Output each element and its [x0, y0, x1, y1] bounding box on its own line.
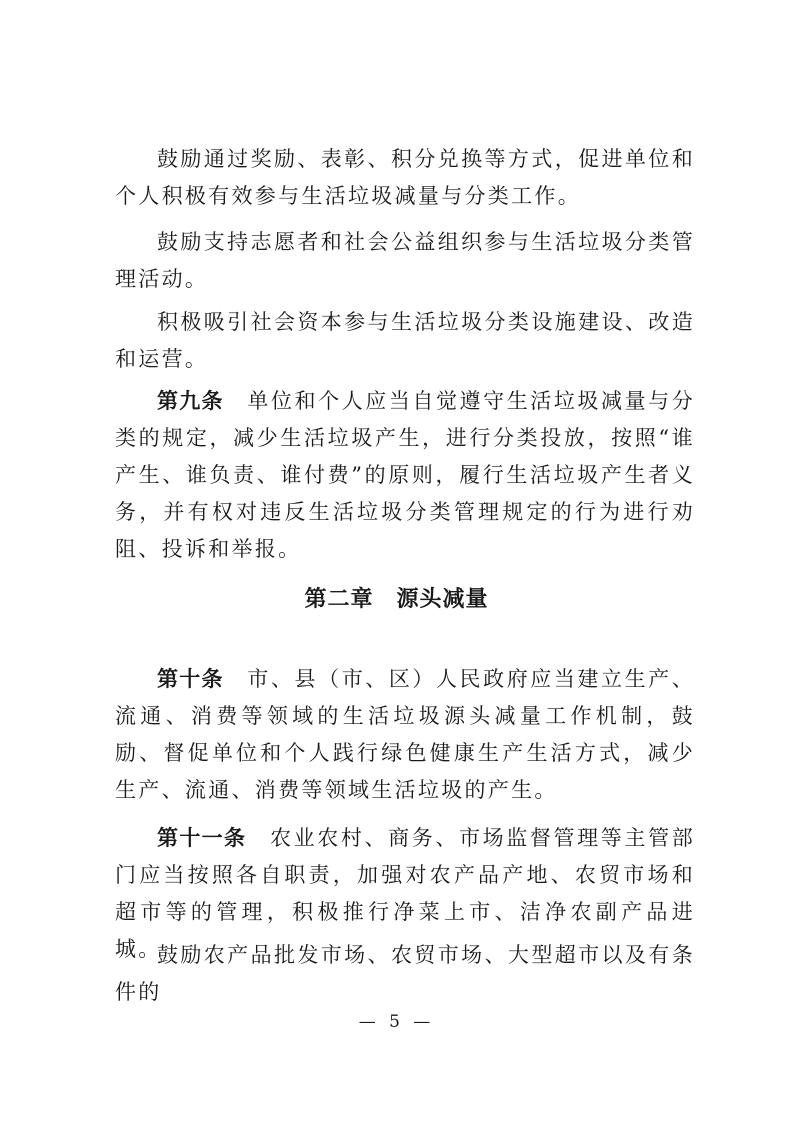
paragraph-text: 鼓励通过奖励、表彰、积分兑换等方式，促进单位和个人积极有效参与生活垃圾减量与分类工作。 [115, 147, 695, 208]
article-ten [115, 661, 695, 809]
article-lead: 第十条 [157, 667, 224, 691]
chapter-title: 第二章 源头减量 [304, 587, 489, 612]
paragraph-text: 农业农村、商务、市场监督管理等主管部门应当按照各自职责，加强对农产品产地、农贸市场和超市等的管理，积极推行净菜上市、洁净农副产品进城。 [115, 826, 695, 961]
article-lead: 第九条 [157, 389, 224, 413]
paragraph-text: 鼓励支持志愿者和社会公益组织参与生活垃圾分类管理活动。 [115, 230, 695, 291]
page-number: — 5 — [358, 1012, 435, 1032]
paragraph-text: 市、县（市、区）人民政府应当建立生产、流通、消费等领域的生活垃圾源头减量工作机制，鼓励、督促单位和个人践行绿色健康生产生活方式，减少生产、流通、消费等领域生活垃圾的产生。 [115, 667, 696, 802]
paragraph-text: 鼓励农产品批发市场、农贸市场、大型超市以及有条件的 [115, 943, 695, 1004]
article-nine [115, 383, 695, 568]
paragraph-social-capital [115, 304, 695, 378]
article-lead: 第十一条 [157, 826, 247, 850]
paragraph-text: 积极吸引社会资本参与生活垃圾分类设施建设、改造和运营。 [115, 310, 695, 371]
paragraph-text: 单位和个人应当自觉遵守生活垃圾减量与分类的规定，减少生活垃圾产生，进行分类投放，按照“谁产生、谁负责、谁付费”的原则，履行生活垃圾产生者义务，并有权对违反生活垃圾分类管理规定的行为进行劝阻、投诉和举报。 [115, 389, 696, 561]
paragraph-reward-incentives [115, 141, 695, 215]
paragraph-volunteers [115, 224, 695, 298]
paragraph-wholesale-markets [115, 937, 695, 1011]
